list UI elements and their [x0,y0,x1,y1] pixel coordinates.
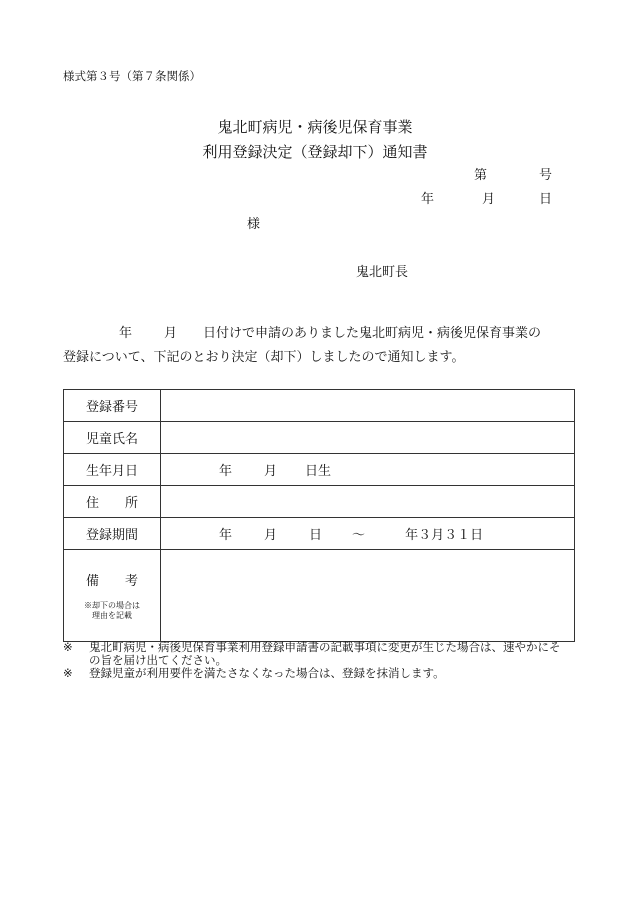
table-row [64,422,575,454]
registration-table [63,389,575,642]
issuer: 鬼北町長 [356,265,409,280]
registration-number-label: 登録番号 [64,390,161,422]
registration-period-label: 登録期間 [64,518,161,550]
doc-number-prefix: 第 [473,168,487,183]
footnote-mark: ※ [63,666,73,680]
body-month: 月 [164,326,178,341]
remarks-field [161,550,575,642]
date-year: 年 [420,192,434,207]
child-name-label: 児童氏名 [64,422,161,454]
addressee-suffix: 様 [247,217,261,232]
birthdate-field [161,454,575,486]
remarks-label: 備 考 [85,574,138,589]
birth-year: 年 [219,464,233,479]
footnotes [63,641,563,680]
table-row [64,390,575,422]
registration-number-field [161,390,575,422]
body-line2: 登録について、下記のとおり決定（却下）しましたので通知します。 [63,350,465,365]
address-field [161,486,575,518]
table-row [64,550,575,642]
registration-period-field [161,518,575,550]
footnote-2 [63,667,563,680]
period-start-day: 日 [309,528,323,543]
table-row [64,518,575,550]
doc-number-suffix: 号 [538,168,552,183]
table-row [64,454,575,486]
footnote-mark: ※ [63,640,73,654]
document-number [474,164,552,183]
period-start-month: 月 [264,528,278,543]
footnote-1 [63,641,563,667]
footnote-2-text: 登録児童が利用要件を満たさなくなった場合は、登録を抹消します。 [89,666,445,680]
date-month: 月 [481,192,495,207]
period-end-date: 年３月３１日 [405,528,484,543]
birthdate-label: 生年月日 [64,454,161,486]
date-day: 日 [538,192,552,207]
issue-date [421,188,552,207]
document-title-line2: 利用登録決定（登録却下）通知書 [202,143,428,161]
remarks-note-line1: ※却下の場合は [84,601,140,610]
table-row [64,486,575,518]
remarks-label-cell [64,550,161,642]
body-line1-text: 日付けで申請のありました鬼北町病児・病後児保育事業の [203,326,542,341]
period-start-year: 年 [219,528,233,543]
footnote-1-text: 鬼北町病児・病後児保育事業利用登録申請書の記載事項に変更が生じた場合は、速やかにその旨を届け出てください。 [89,640,561,667]
address-label: 住 所 [64,486,161,518]
birth-day: 日生 [305,464,332,479]
body-line1 [63,322,541,341]
document-title-line1: 鬼北町病児・病後児保育事業 [217,118,413,136]
birth-month: 月 [264,464,278,479]
form-reference: 様式第３号（第７条関係） [63,69,201,83]
child-name-field [161,422,575,454]
period-tilde: ～ [352,528,366,543]
remarks-note-line2: 理由を記載 [92,611,132,620]
body-year: 年 [119,326,133,341]
